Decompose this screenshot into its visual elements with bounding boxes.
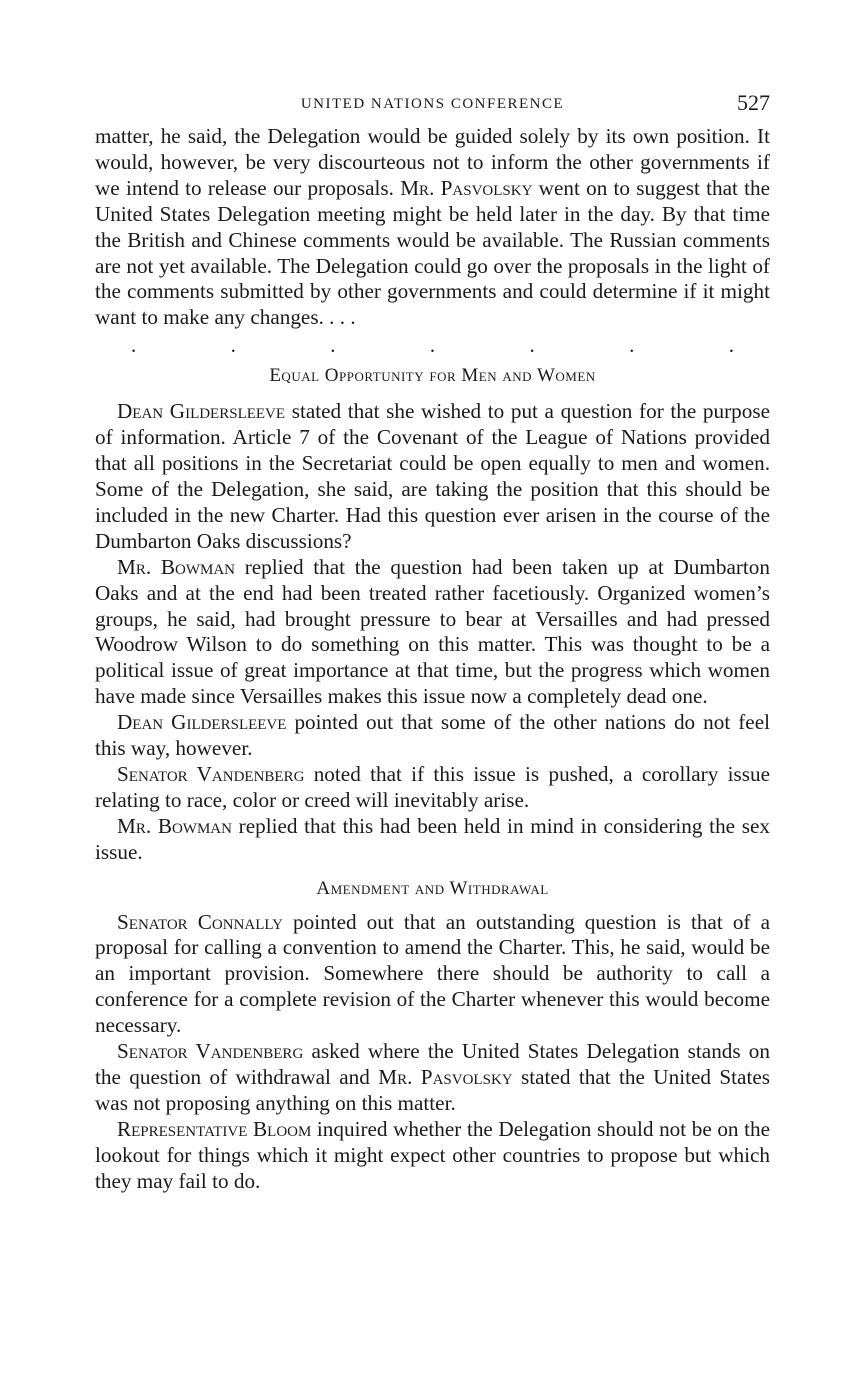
paragraph-text: replied that the question had been taken up at Dumbarton Oaks and at the end had been treated rather facetiously. Organized women’s groups, he said, had brought pressure to bear at Versailles and had pressed Woodrow Wilson to do something on this matter. This was thought to be a political issue of great importance at that time, but the progress which women have made since Versailles makes this issue now a completely dead one. (95, 554, 770, 709)
document-page (95, 88, 770, 1195)
body-paragraph (95, 1039, 770, 1117)
speaker-name: Dean Gildersleeve (117, 399, 286, 424)
speaker-name: Senator Connally (117, 909, 283, 934)
body-paragraph (95, 1117, 770, 1195)
body-paragraph (95, 814, 770, 866)
omission-dot: . (728, 333, 734, 358)
paragraph-text: asked where the United States Delegation stands on the question of withdrawal and (95, 1039, 770, 1089)
page-number: 527 (737, 90, 770, 115)
section-heading: Equal Opportunity for Men and Women (269, 365, 596, 387)
paragraph-text: stated that she wished to put a question for the purpose of information. Article 7 of the Covenant of the League of Nations provided that all positions in the Secretariat could be open equally to men and women. Some of the Delegation, she said, are taking the position that this should be included in the new Charter. Had this question ever arisen in the course of the Dumbarton Oaks discussions? (95, 399, 770, 553)
body-paragraph (95, 399, 770, 554)
speaker-name: Mr. Bowman (117, 554, 235, 579)
paragraph-text: pointed out that some of the other nations do not feel this way, however. (95, 710, 770, 761)
intro-text-part1: matter, he said, the Delegation would be guided solely by its own position. It would, however, be very discourteous not to inform the other governments if we intend to release our proposals. (95, 124, 770, 200)
body-paragraph (95, 762, 770, 814)
body-paragraph (95, 710, 770, 762)
speaker-name: Mr. Bowman (117, 813, 232, 838)
paragraph-text: replied that this had been held in mind in considering the sex issue. (95, 813, 770, 864)
speaker-name: Mr. Pasvolsky (400, 175, 533, 200)
running-title: UNITED NATIONS CONFERENCE (300, 96, 565, 112)
paragraph-text: pointed out that an outstanding question is that of a proposal for calling a convention to amend the Charter. This, he said, would be an important provision. Somewhere there should be authority to call a conference for a complete revision of the Charter whenever this would become necessary. (95, 909, 770, 1038)
speaker-name: Senator Vandenberg (117, 1039, 304, 1064)
speaker-name: Dean Gildersleeve (117, 710, 287, 735)
speaker-name: Mr. Pasvolsky (378, 1065, 513, 1089)
intro-text-part2: went on to suggest that the United States Delegation meeting might be held later in the day. By that time the British and Chinese comments would be available. The Russian comments are not yet available. The Delegation could go over the proposals in the light of the comments submitted by other governments and could determine if it might want to make any changes. . . . (95, 175, 770, 330)
paragraph-text: stated that the United States was not proposing anything on this matter. (95, 1065, 770, 1115)
section-heading: Amendment and Withdrawal (316, 877, 549, 899)
body-paragraph (95, 910, 770, 1040)
paragraph-text: inquired whether the Delegation should not be on the lookout for things which it might expect other countries to propose but which they may fail to do. (95, 1116, 770, 1193)
omission-dot: . (131, 333, 137, 358)
speaker-name: Representative Bloom (117, 1116, 312, 1141)
omission-dot: . (330, 333, 336, 358)
omission-dot: . (629, 333, 635, 358)
omission-dot: . (429, 333, 436, 358)
omission-dot: . (230, 333, 236, 358)
intro-paragraph (95, 124, 770, 331)
omission-dot: . (529, 333, 535, 358)
omission-dots (95, 333, 770, 357)
running-header (95, 88, 770, 124)
body-paragraph (95, 555, 770, 710)
speaker-name: Senator Vandenberg (117, 761, 305, 786)
paragraph-text: noted that if this issue is pushed, a corollary issue relating to race, color or creed will inevitably arise. (95, 761, 770, 812)
